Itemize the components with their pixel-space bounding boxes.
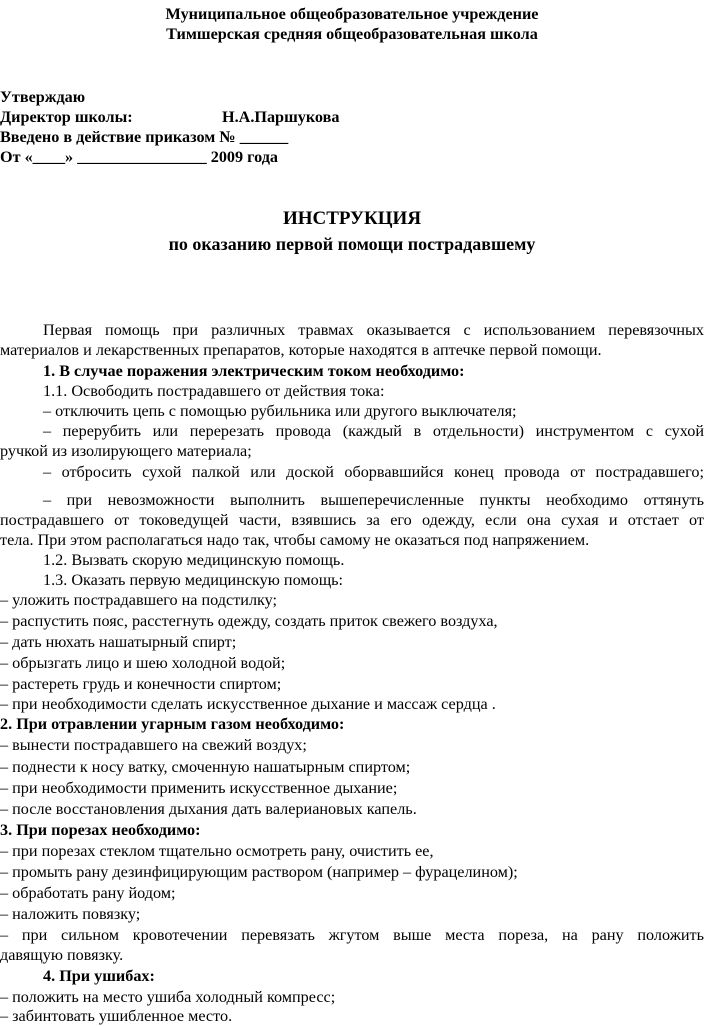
list-item: – наложить повязку; xyxy=(0,905,141,923)
intro-line-2: материалов и лекарственных препаратов, которые находятся в аптечке первой помощи. xyxy=(0,341,602,359)
list-item-cont: ручкой из изолирующего материала; xyxy=(0,442,252,460)
s1-item-1-3: 1.3. Оказать первую медицинскую помощь: xyxy=(43,571,344,589)
list-item-cont: пострадавшего от токоведущей части, взявшись за его одежду, если она сухая и отстает от xyxy=(0,511,704,529)
org-line-2: Тимшерская средняя общеобразовательная школа xyxy=(166,25,538,43)
list-item: – распустить пояс, расстегнуть одежду, создать приток свежего воздуха, xyxy=(0,612,498,630)
doc-subtitle: по оказанию первой помощи пострадавшему xyxy=(168,234,536,254)
list-item: – при необходимости применить искусственное дыхание; xyxy=(0,779,398,797)
list-item: – отбросить сухой палкой или доской оборвавшийся конец провода от пострадавшего; xyxy=(43,463,704,481)
org-line-1: Муниципальное общеобразовательное учреждение xyxy=(165,5,539,23)
section-2-heading: 2. При отравлении угарным газом необходимо: xyxy=(0,715,345,733)
director-name: Н.А.Паршукова xyxy=(222,108,340,126)
list-item: – после восстановления дыхания дать валериановых капель. xyxy=(0,800,417,818)
list-item: – забинтовать ушибленное место. xyxy=(0,1007,233,1025)
date-line: От «____» ________________ 2009 года xyxy=(0,148,279,166)
list-item: – обработать рану йодом; xyxy=(0,884,176,902)
list-item: – промыть рану дезинфицирующим раствором (например – фурацелином); xyxy=(0,863,518,881)
director-label: Директор школы: xyxy=(0,108,133,126)
intro-line-1: Первая помощь при различных травмах оказывается с использованием перевязочных xyxy=(43,321,704,339)
list-item: – растереть грудь и конечности спиртом; xyxy=(0,675,282,693)
list-item: – вынести пострадавшего на свежий воздух; xyxy=(0,736,307,754)
list-item-cont: давящую повязку. xyxy=(0,946,124,964)
list-item: – обрызгать лицо и шею холодной водой; xyxy=(0,654,286,672)
list-item: – дать нюхать нашатырный спирт; xyxy=(0,633,237,651)
list-item: – положить на место ушиба холодный компресс; xyxy=(0,988,336,1006)
approve-label: Утверждаю xyxy=(0,88,86,106)
list-item-cont: тела. При этом располагаться надо так, чтобы самому не оказаться под напряжением. xyxy=(0,531,590,549)
list-item: – при невозможности выполнить вышеперечисленные пункты необходимо оттянуть xyxy=(43,491,704,509)
s1-item-1-2: 1.2. Вызвать скорую медицинскую помощь. xyxy=(43,551,345,569)
doc-title: ИНСТРУКЦИЯ xyxy=(282,208,422,229)
list-item: – поднести к носу ватку, смоченную нашатырным спиртом; xyxy=(0,758,411,776)
list-item: – уложить пострадавшего на подстилку; xyxy=(0,591,278,609)
section-1-heading: 1. В случае поражения электрическим током необходимо: xyxy=(43,362,465,380)
s1-item-1-1: 1.1. Освободить пострадавшего от действия тока: xyxy=(43,382,385,400)
director-line xyxy=(0,107,704,127)
section-4-heading: 4. При ушибах: xyxy=(43,967,155,985)
list-item: – при порезах стеклом тщательно осмотреть рану, очистить ее, xyxy=(0,842,434,860)
order-line: Введено в действие приказом № ______ xyxy=(0,128,289,146)
list-item: – перерубить или перерезать провода (каждый в отдельности) инструментом с сухой xyxy=(43,422,704,440)
list-item: – при сильном кровотечении перевязать жгутом выше места пореза, на рану положить xyxy=(0,926,704,944)
section-3-heading: 3. При порезах необходимо: xyxy=(0,821,201,839)
list-item: – при необходимости сделать искусственное дыхание и массаж сердца . xyxy=(0,695,496,713)
list-item: – отключить цепь с помощью рубильника или другого выключателя; xyxy=(43,402,517,420)
